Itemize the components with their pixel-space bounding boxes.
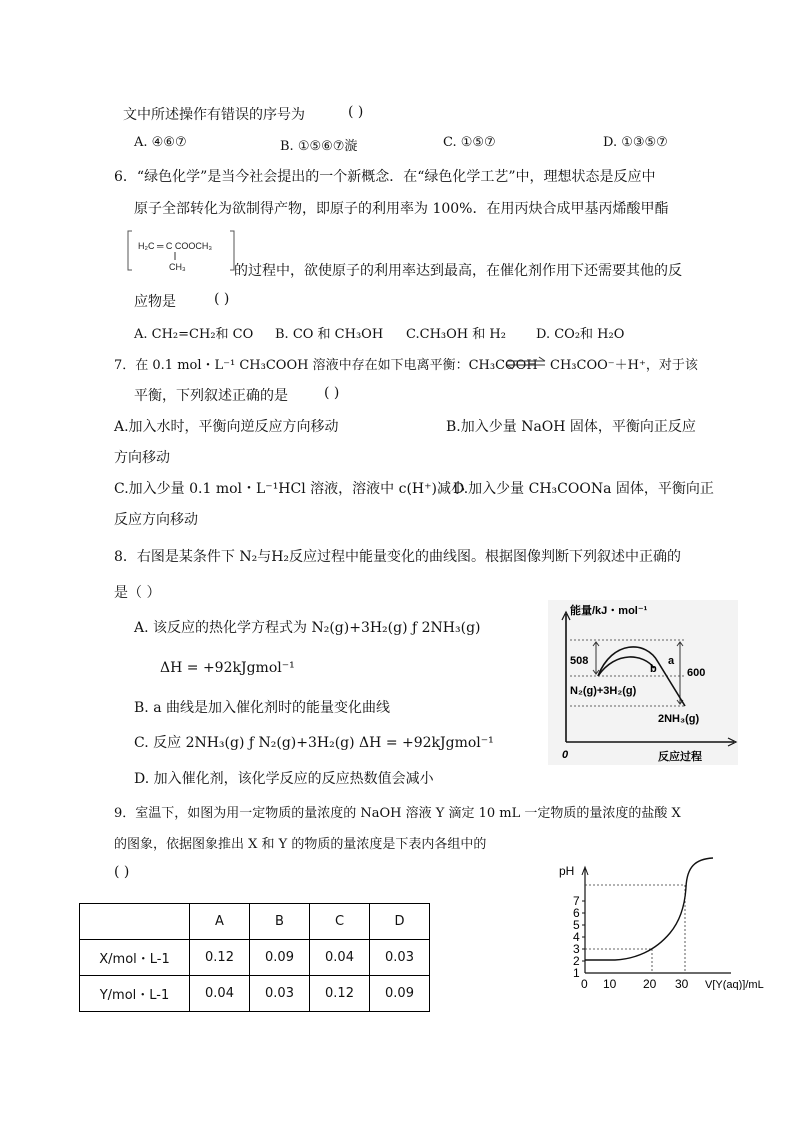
titration-y-ticks — [573, 894, 580, 980]
q6-paren: ( ) — [214, 291, 230, 307]
table-header-cell: C — [310, 904, 370, 940]
q7-option-c: C.加入少量 0.1 mol・L⁻¹HCl 溶液，溶液中 c(H⁺)减小 — [114, 481, 465, 497]
q6-line2: 原子全部转化为欲制得产物，即原子的利用率为 100%．在用丙炔合成甲基丙烯酸甲酯 — [134, 201, 669, 217]
q6-formula-sub: CH₃ — [169, 262, 186, 272]
q7-paren: ( ) — [324, 385, 340, 401]
q7-option-a: A.加入水时，平衡向逆反应方向移动 — [114, 419, 339, 435]
table-cell: X/mol・L-1 — [80, 940, 190, 976]
q8-line2: 是（ ） — [114, 585, 161, 601]
x-tick-0: 0 — [581, 977, 588, 990]
q6-structural-formula — [126, 228, 238, 276]
q8-option-c: C. 反应 2NH₃(g) ƒ N₂(g)+3H₂(g) ΔH = +92kJgmol⁻¹ — [134, 735, 494, 751]
q6-option-d: D. CO₂和 H₂O — [536, 327, 625, 342]
q5-option-d: D. ①③⑤⑦ — [603, 135, 668, 150]
q7-line1a: 7．在 0.1 mol・L⁻¹ CH₃COOH 溶液中存在如下电离平衡：CH₃COOH — [114, 358, 538, 373]
titration-curve — [585, 858, 713, 960]
titration-y-label: pH — [559, 864, 575, 878]
titration-x-label: V[Y(aq)]/mL — [705, 979, 764, 990]
energy-curve-a-label: a — [668, 655, 675, 667]
y-tick-6: 6 — [573, 906, 580, 920]
q8-option-a-cont: ΔH = +92kJgmol⁻¹ — [160, 660, 295, 676]
table-cell: 0.03 — [370, 940, 430, 976]
q6-line4: 应物是 — [134, 294, 176, 310]
energy-value-508: 508 — [570, 655, 589, 667]
q7-line2: 平衡，下列叙述正确的是 — [134, 388, 288, 404]
q7-option-b-cont: 方向移动 — [114, 450, 170, 466]
q5-option-c: C. ①⑤⑦ — [443, 135, 496, 150]
energy-diagram — [548, 600, 738, 765]
energy-product-label: 2NH₃(g) — [658, 713, 700, 725]
energy-x-label: 反应过程 — [658, 751, 702, 763]
q6-option-b: B. CO 和 CH₃OH — [275, 327, 384, 342]
q6-line1: 6．“绿色化学”是当今社会提出的一个新概念．在“绿色化学工艺”中，理想状态是反应中 — [114, 169, 656, 185]
table-row — [80, 940, 430, 976]
energy-curve-b-label: b — [650, 663, 657, 675]
y-tick-1: 1 — [573, 966, 580, 980]
table-cell: Y/mol・L-1 — [80, 976, 190, 1012]
q7-option-d: D.加入少量 CH₃COONa 固体，平衡向正 — [453, 481, 714, 497]
x-tick-10: 10 — [603, 977, 617, 990]
energy-value-600: 600 — [687, 667, 706, 679]
q6-option-c: C.CH₃OH 和 H₂ — [406, 327, 506, 342]
titration-x-ticks — [581, 977, 689, 990]
q7-option-d-cont: 反应方向移动 — [114, 512, 198, 528]
x-tick-20: 20 — [643, 977, 657, 990]
q5-option-b: B. ①⑤⑥⑦漩 — [280, 139, 358, 154]
equilibrium-arrow-icon — [505, 356, 549, 370]
table-header-cell: B — [250, 904, 310, 940]
q7-line1b: CH₃COO⁻＋H⁺，对于该 — [550, 358, 698, 373]
table-cell: 0.03 — [250, 976, 310, 1012]
q6-option-a: A. CH₂=CH₂和 CO — [134, 327, 254, 342]
energy-reactants-label: N₂(g)+3H₂(g) — [570, 685, 637, 697]
q8-option-a: A. 该反应的热化学方程式为 N₂(g)+3H₂(g) ƒ 2NH₃(g) — [134, 620, 481, 636]
concentration-table — [79, 903, 430, 1012]
energy-y-label: 能量/kJ・mol⁻¹ — [570, 605, 648, 617]
table-row — [80, 976, 430, 1012]
q5-paren: ( ) — [348, 104, 364, 120]
table-cell: 0.04 — [190, 976, 250, 1012]
q5-stem: 文中所述操作有错误的序号为 — [123, 107, 305, 123]
table-cell: 0.09 — [250, 940, 310, 976]
table-cell: 0.04 — [310, 940, 370, 976]
table-header-cell — [80, 904, 190, 940]
y-tick-2: 2 — [573, 954, 580, 968]
y-tick-5: 5 — [573, 918, 580, 932]
table-row — [80, 904, 430, 940]
table-cell: 0.12 — [190, 940, 250, 976]
q8-line1: 8．右图是某条件下 N₂与H₂反应过程中能量变化的曲线图。根据图像判断下列叙述中正确的 — [114, 549, 682, 565]
y-tick-4: 4 — [573, 930, 580, 944]
q5-option-a: A. ④⑥⑦ — [134, 135, 187, 150]
q9-line2: 的图象，依据图象推出 X 和 Y 的物质的量浓度是下表内各组中的 — [114, 837, 487, 852]
table-header-cell: D — [370, 904, 430, 940]
y-tick-7: 7 — [573, 894, 580, 908]
table-cell: 0.12 — [310, 976, 370, 1012]
x-tick-30: 30 — [675, 977, 689, 990]
q8-option-b: B. a 曲线是加入催化剂时的能量变化曲线 — [134, 700, 390, 716]
energy-origin: 0 — [562, 749, 569, 761]
q7-option-b: B.加入少量 NaOH 固体，平衡向正反应 — [446, 419, 696, 435]
q9-line1: 9．室温下，如图为用一定物质的量浓度的 NaOH 溶液 Y 滴定 10 mL 一定物质的量浓度的盐酸 X — [114, 806, 681, 821]
table-cell: 0.09 — [370, 976, 430, 1012]
y-tick-3: 3 — [573, 942, 580, 956]
table-header-cell: A — [190, 904, 250, 940]
q9-paren: ( ) — [114, 864, 130, 880]
titration-graph — [555, 855, 792, 990]
q8-option-d: D. 加入催化剂，该化学反应的反应热数值会减小 — [134, 771, 434, 787]
q6-line3: 的过程中，欲使原子的利用率达到最高，在催化剂作用下还需要其他的反 — [234, 263, 682, 279]
q6-formula-main: H₂C ═ C COOCH₃ — [138, 241, 213, 251]
